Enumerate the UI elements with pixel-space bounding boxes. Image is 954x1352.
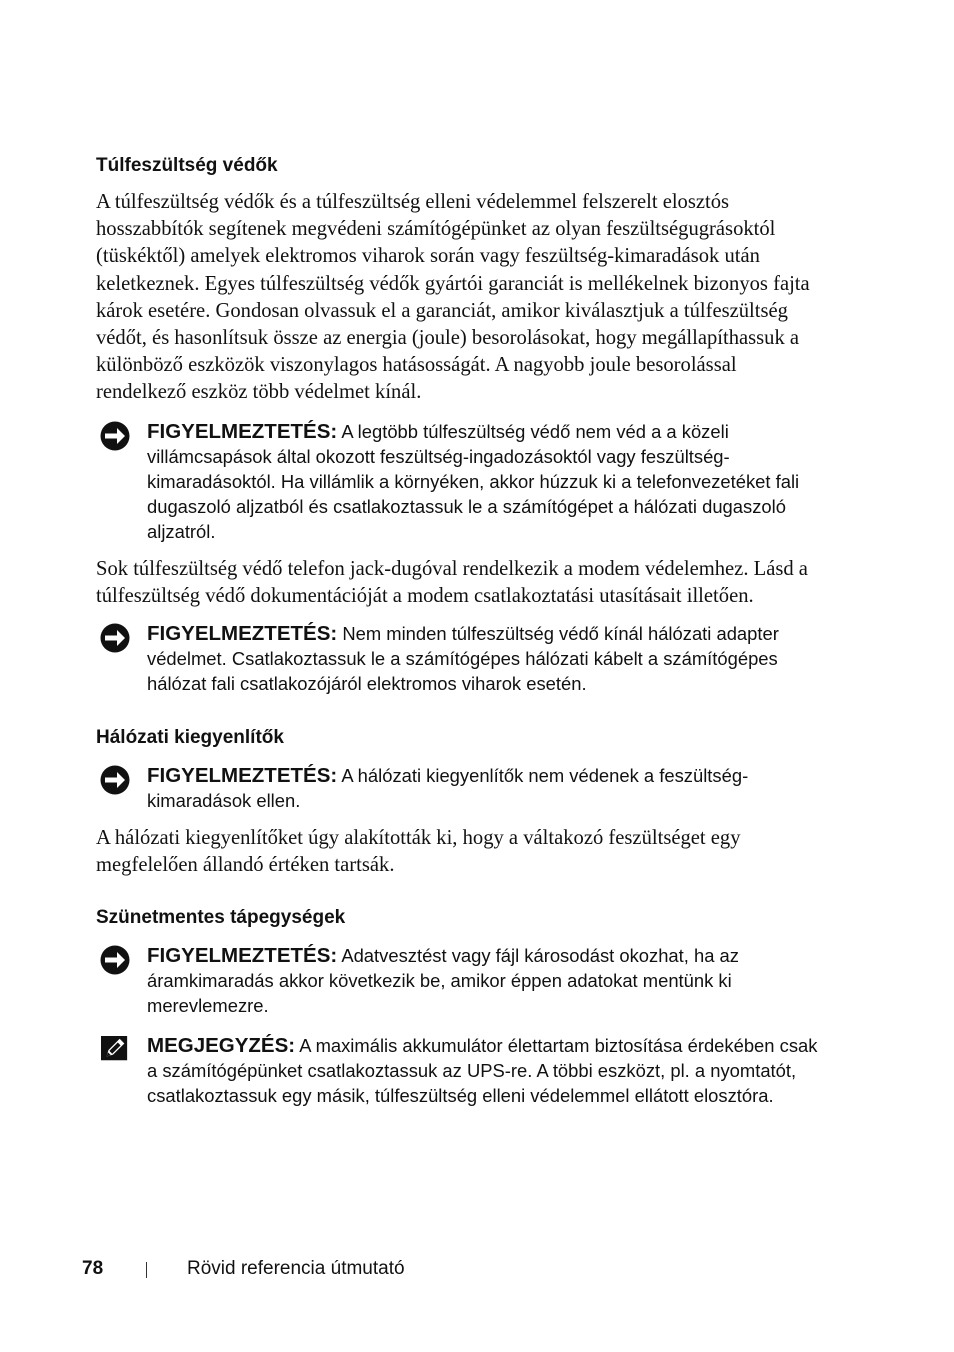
note-label: MEGJEGYZÉS: [147,1034,296,1057]
conditioner-paragraph: A hálózati kiegyenlítőket úgy alakították ki, hogy a váltakozó feszültséget egy megfelelően állandó értéken tartsák. [96,827,741,877]
warning-label: FIGYELMEZTETÉS: [147,420,338,443]
page-number: 78 [82,1258,104,1279]
note-notice [98,1033,826,1108]
warning-notice-icon [100,623,130,653]
section-heading-surge-protectors: Túlfeszültség védők [96,155,278,176]
warning-notice-1 [98,419,826,544]
note-text: A maximális akkumulátor élettartam biztosítása érdekében csak a számítógépünket csatlakoztassuk az UPS-re. A többi eszközt, pl. a nyomtatót, csatlakoztassuk egy másik, túlfeszültség elleni védelemmel ellátott elosztóra. [147,1035,818,1106]
section-heading-ups: Szünetmentes tápegységek [96,907,346,928]
warning-text: A hálózati kiegyenlítők nem védenek a feszültség-kimaradások ellen. [147,765,749,811]
section-heading-line-conditioners: Hálózati kiegyenlítők [96,727,284,748]
warning-text: Adatvesztést vagy fájl károsodást okozhat, ha az áramkimaradás akkor következik be, amikor éppen adatokat mentünk ki merevlemezre. [147,945,739,1016]
warning-notice-icon [100,421,130,451]
warning-notice-2 [98,621,826,696]
warning-notice-3 [98,763,826,813]
warning-notice-icon [100,765,130,795]
footer-document-title: Rövid referencia útmutató [187,1258,405,1279]
warning-label: FIGYELMEZTETÉS: [147,764,338,787]
note-pencil-icon [101,1036,129,1064]
surge-paragraph-1: A túlfeszültség védők és a túlfeszültség elleni védelemmel felszerelt elosztós hosszabbítók segítenek megvédeni számítógépünket az olyan feszültségugrásoktól (tüskéktől) amelyek elektromos viharok során vagy feszültség-kimaradások után keletkeznek. Egyes túlfeszültség védők gyártói garanciát is mellékelnek bizonyos fajta károk esetére. Gondosan olvassuk el a garanciát, amikor kiválasztjuk a túlfeszültség védőt, és hasonlítsuk össze az energia (joule) besorolásokat, hogy megállapíthassuk a különböző eszközök viszonylagos hatásosságát. A nagyobb joule besorolással rendelkező eszköz több védelmet kínál. [96,191,810,404]
warning-notice-4 [98,943,826,1018]
footer-separator [146,1262,147,1278]
warning-label: FIGYELMEZTETÉS: [147,622,338,645]
warning-text: Nem minden túlfeszültség védő kínál hálózati adapter védelmet. Csatlakoztassuk le a számítógépes hálózati kábelt a számítógépes hálózat fali csatlakozójáról elektromos viharok esetén. [147,623,779,694]
warning-label: FIGYELMEZTETÉS: [147,944,338,967]
surge-paragraph-2: Sok túlfeszültség védő telefon jack-dugóval rendelkezik a modem védelemhez. Lásd a túlfeszültség védő dokumentációját a modem csatlakoztatási utasításait illetően. [96,558,808,608]
page-footer [0,1256,954,1284]
warning-notice-icon [100,945,130,975]
warning-text: A legtöbb túlfeszültség védő nem véd a a közeli villámcsapások által okozott feszültség-ingadozásoktól vagy feszültség-kimaradásoktól. Ha villámlik a környéken, akkor húzzuk ki a telefonvezetéket fali dugaszoló aljzatból és csatlakoztassuk le a számítógépet a hálózati dugaszoló aljzatról. [147,421,800,542]
